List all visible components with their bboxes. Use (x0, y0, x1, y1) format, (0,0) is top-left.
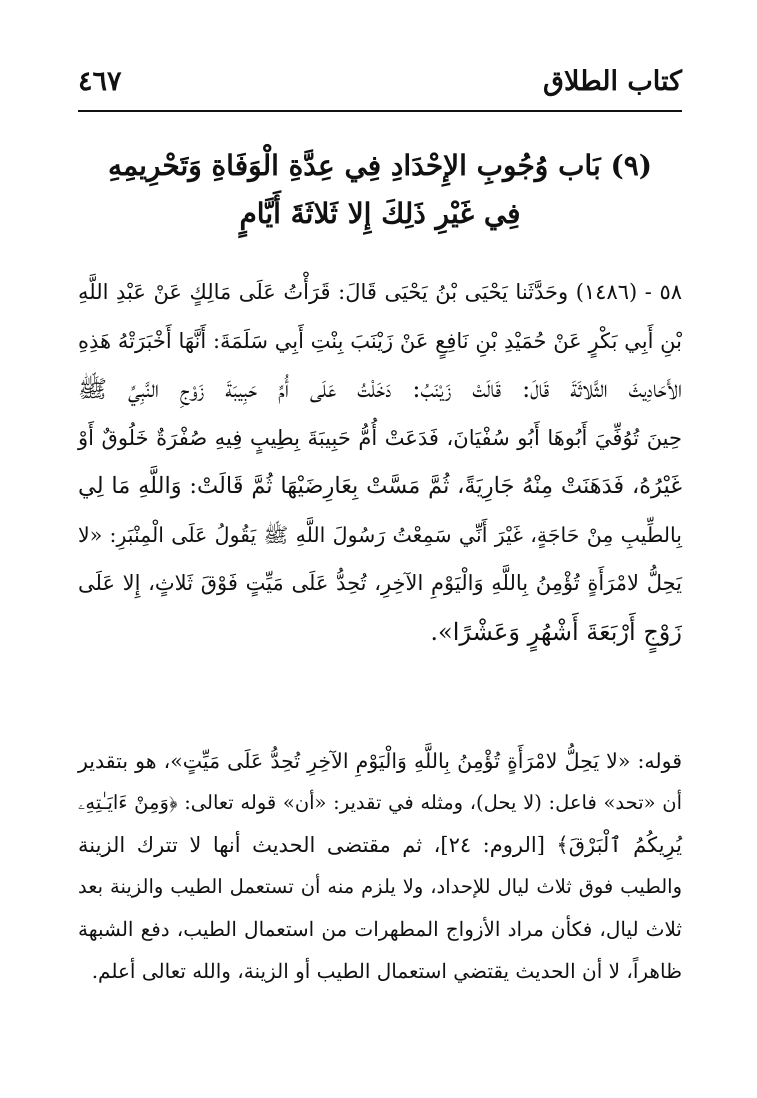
commentary-text (78, 740, 682, 992)
page-number: ٤٦٧ (78, 66, 122, 97)
hadith-line: بْنِ أَبِي بَكْرٍ عَنْ حُمَيْدِ بْنِ نَافِعٍ عَنْ زَيْنَبَ بِنْتِ أَبِي سَلَمَةَ: أَنَّهَا أَخْبَرَتْهُ هَذِهِ (78, 328, 682, 353)
running-title: كتاب الطلاق (543, 66, 682, 97)
chapter-heading (78, 142, 682, 238)
hadith-text (78, 268, 682, 656)
hadith-line: حِينَ تُوُفِّيَ أَبُوهَا أَبُو سُفْيَانَ، فَدَعَتْ أُمُّ حَبِيبَةَ بِطِيبٍ فِيهِ صُفْرَةٌ خَلُوقٌ أَوْ (78, 425, 682, 450)
header-divider (78, 110, 682, 112)
hadith-line: غَيْرُهُ، فَدَهَنَتْ مِنْهُ جَارِيَةً، ثُمَّ مَسَّتْ بِعَارِضَيْهَا ثُمَّ قَالَتْ: وَاللَّهِ مَا لِي (78, 473, 682, 499)
hadith-line: بِالطِّيبِ مِنْ حَاجَةٍ، غَيْرَ أَنِّي سَمِعْتُ رَسُولَ اللَّهِ ﷺ يَقُولُ عَلَى الْمِنْبَرِ: «لا (78, 522, 682, 547)
commentary-line: والطيب فوق ثلاث ليال للإحداد، ولا يلزم منه أن تستعمل الطيب والزينة بعد (78, 875, 682, 898)
hadith-line: زَوْجٍ أَرْبَعَةَ أَشْهُرٍ وَعَشْرًا». (430, 617, 682, 646)
chapter-heading-line: فِي غَيْرِ ذَلِكَ إِلا ثَلاثَةَ أَيَّامٍ (239, 197, 521, 230)
running-head (78, 64, 682, 108)
commentary-line: ظاهراً، لا أن الحديث يقتضي استعمال الطيب أو الزينة، والله تعالى أعلم. (91, 959, 682, 983)
commentary-line: قوله: «لا يَحِلُّ لامْرَأَةٍ تُؤْمِنُ بِاللَّهِ وَالْيَوْمِ الآخِرِ تُحِدُّ عَلَى مَيِّتٍ»، هو بتقدير (78, 749, 682, 773)
hadith-line: الأَحَادِيثَ الثَّلاثَةَ قَالَ: قَالَتْ زَيْنَبُ: دَخَلْتُ عَلَى أُمِّ حَبِيبَةَ زَوْجِ النَّبِيِّ ﷺ (78, 375, 682, 403)
hadith-line: يَحِلُّ لامْرَأَةٍ تُؤْمِنُ بِاللَّهِ وَالْيَوْمِ الآخِرِ، تُحِدُّ عَلَى مَيِّتٍ فَوْقَ ثَلاثٍ، إِلا عَلَى (78, 571, 682, 595)
hadith-line: ٥٨ - (١٤٨٦) وحَدَّثَنا يَحْيَى بْنُ يَحْيَى قَالَ: قَرَأْتُ عَلَى مَالِكٍ عَنْ عَبْدِ اللَّهِ (78, 280, 682, 304)
commentary-line: يُرِيكُمُ ٱلْبَرْقَ﴾ [الروم: ٢٤]، ثم مقتضى الحديث أنها لا تترك الزينة (78, 833, 682, 857)
commentary-line: أن «تحد» فاعل: (لا يحل)، ومثله في تقدير: «أن» قوله تعالى: ﴿وَمِنْ ءَايَـٰتِهِۦ (78, 791, 682, 814)
chapter-heading-line: (٩) بَاب وُجُوبِ الإِحْدَادِ فِي عِدَّةِ الْوَفَاةِ وَتَحْرِيمِهِ (107, 149, 653, 182)
commentary-line: ثلاث ليال، فكأن مراد الأزواج المطهرات من استعمال الطيب، دفع الشبهة (78, 917, 682, 941)
